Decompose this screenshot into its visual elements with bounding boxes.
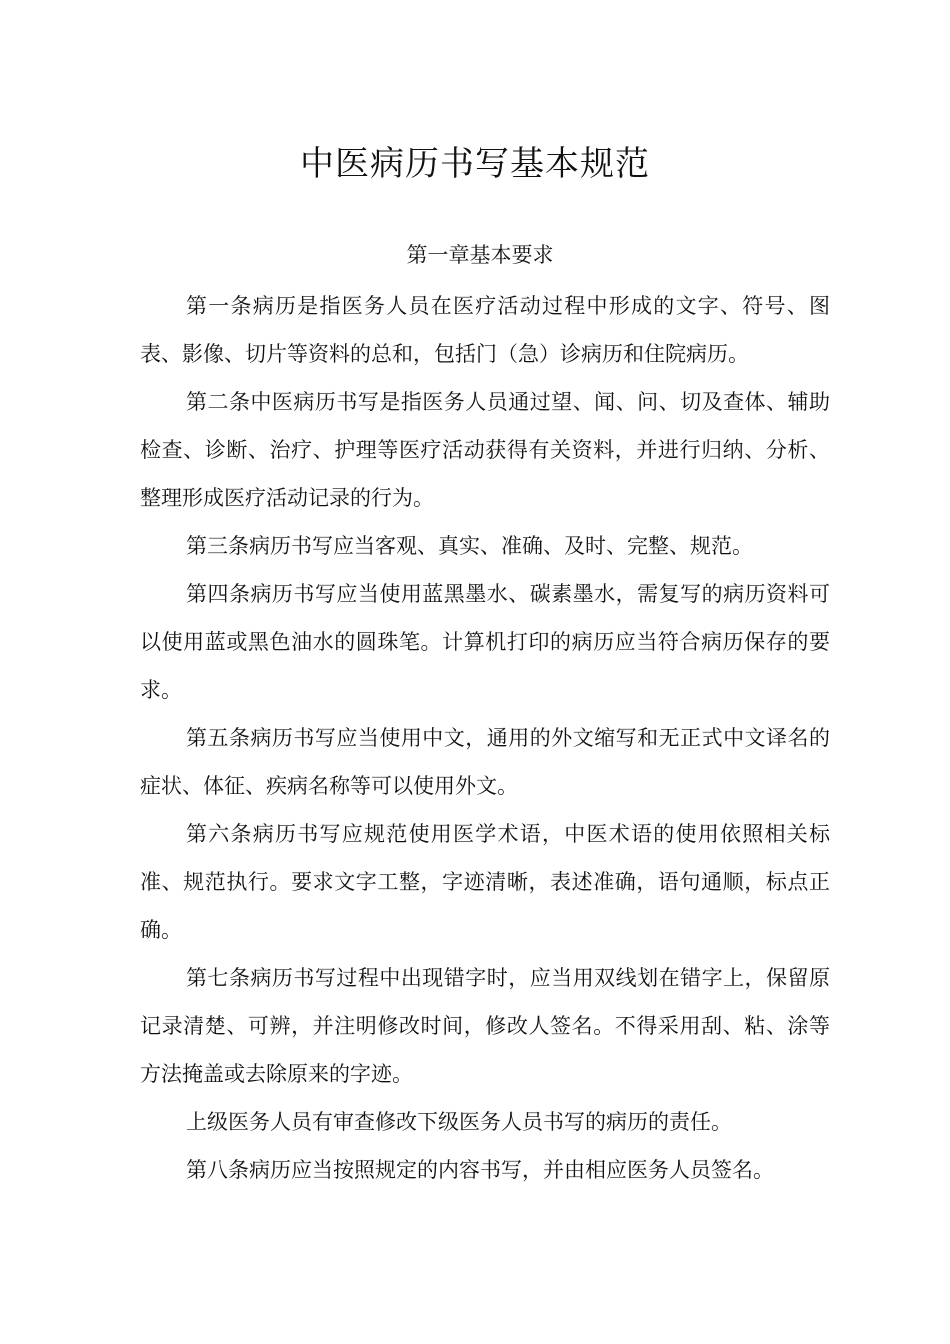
paragraph-article-3: 第三条病历书写应当客观、真实、准确、及时、完整、规范。	[186, 534, 753, 558]
document-title: 中医病历书写基本规范	[300, 144, 650, 184]
paragraph-article-5: 第五条病历书写应当使用中文，通用的外文缩写和无正式中文译名的症状、体征、疾病名称等可以使用外文。	[140, 726, 830, 798]
paragraph-article-4: 第四条病历书写应当使用蓝黑墨水、碳素墨水，需复写的病历资料可以使用蓝或黑色油水的圆珠笔。计算机打印的病历应当符合病历保存的要求。	[140, 582, 830, 702]
paragraph-supervisor-responsibility: 上级医务人员有审查修改下级医务人员书写的病历的责任。	[186, 1110, 732, 1134]
paragraph-article-6: 第六条病历书写应规范使用医学术语，中医术语的使用依照相关标准、规范执行。要求文字工整，字迹清晰，表述准确，语句通顺，标点正确。	[140, 822, 830, 942]
paragraph-article-7: 第七条病历书写过程中出现错字时，应当用双线划在错字上，保留原记录清楚、可辨，并注明修改时间，修改人签名。不得采用刮、粘、涂等方法掩盖或去除原来的字迹。	[140, 966, 830, 1086]
document-body	[140, 282, 830, 1194]
paragraph-article-8: 第八条病历应当按照规定的内容书写，并由相应医务人员签名。	[186, 1158, 774, 1182]
chapter-title: 第一章基本要求	[406, 243, 554, 267]
paragraph-article-1: 第一条病历是指医务人员在医疗活动过程中形成的文字、符号、图表、影像、切片等资料的总和，包括门（急）诊病历和住院病历。	[140, 294, 830, 366]
paragraph-article-2: 第二条中医病历书写是指医务人员通过望、闻、问、切及查体、辅助检查、诊断、治疗、护理等医疗活动获得有关资料，并进行归纳、分析、整理形成医疗活动记录的行为。	[140, 390, 830, 510]
